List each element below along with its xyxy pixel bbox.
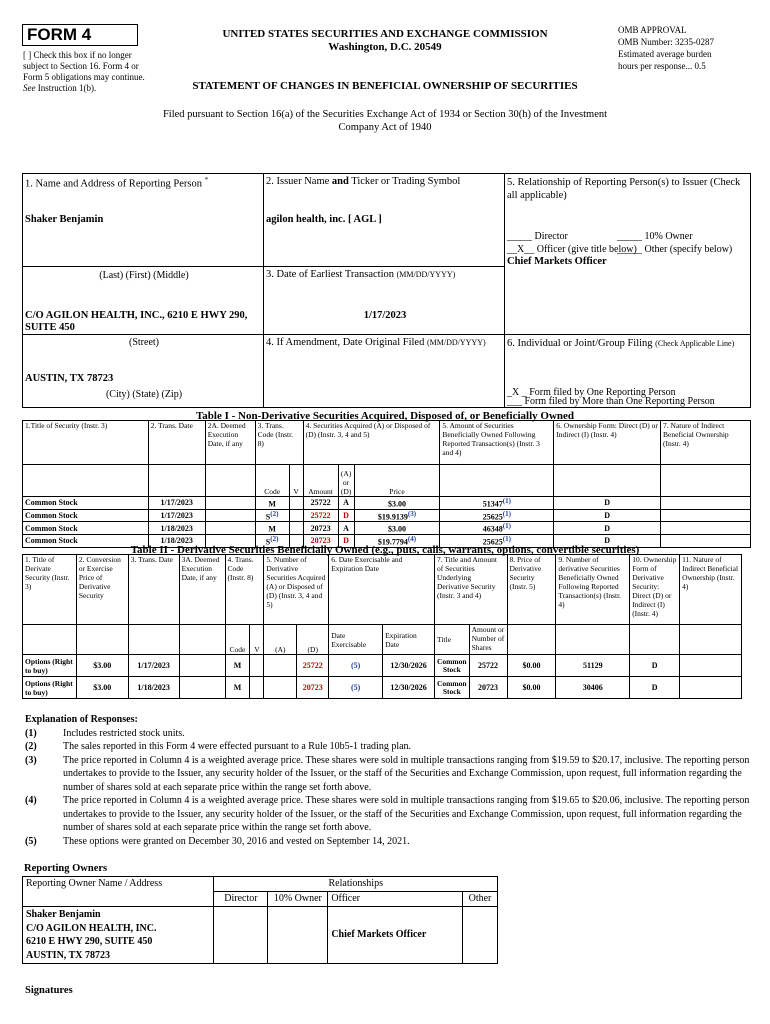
owners-h-name: Reporting Owner Name / Address: [23, 877, 214, 907]
explanation-note: (4) The price reported in Column 4 is a weighted average price. These shares were sold in multiple transactions ranging from $19.65 to $20.06, inclusive. The reporting person undertakes to provide to the Issuer, any security holder of the Issuer, or the staff of the Securities and Exchange Commission, upon request, full information regarding the number of shares sold at each separate price within the range set forth above.: [25, 795, 750, 833]
box3-label: 3. Date of Earliest Transaction (MM/DD/YYYY): [266, 269, 456, 280]
owners-officer: Chief Markets Officer: [328, 907, 463, 964]
t2-disposed: 25722: [297, 655, 329, 677]
rel-owner: _____ 10% Owner: [617, 231, 693, 242]
t2-h6: 6. Date Exercisable and Expiration Date: [329, 555, 435, 625]
box1-label: 1. Name and Address of Reporting Person *: [25, 176, 209, 190]
owners-h-other: Other: [462, 892, 497, 907]
t2-sub-a: (A): [264, 625, 297, 655]
filing-more: ___ Form filed by More than One Reporting Person: [507, 396, 715, 407]
omb-approval: OMB APPROVAL OMB Number: 3235-0287 Estimated average burden hours per response... 0.5: [618, 25, 714, 71]
t1-title: Common Stock: [23, 509, 149, 522]
t2-dprice: $0.00: [507, 677, 556, 699]
t1-aord: A: [338, 522, 354, 535]
t1-form: D: [554, 497, 661, 510]
t1-h5: 5. Amount of Securities Beneficially Owned Following Reported Transaction(s) (Instr. 3 and 4): [440, 421, 554, 465]
statement-title: STATEMENT OF CHANGES IN BENEFICIAL OWNERSHIP OF SECURITIES: [192, 80, 578, 92]
owners-h-rel: Relationships: [214, 877, 498, 892]
explanation-note: (3) The price reported in Column 4 is a weighted average price. These shares were sold in multiple transactions ranging from $19.59 to $20.17, inclusive. The reporting person undertakes to provide to the Issuer, any security holder of the Issuer, or the staff of the Securities and Exchange Commission, upon request, full information regarding the number of shares sold at each separate price within the range set forth above.: [25, 754, 750, 793]
t1-date: 1/18/2023: [148, 522, 205, 535]
table1: [22, 420, 751, 548]
t1-sub-v: V: [289, 465, 303, 497]
officer-title: Chief Markets Officer: [507, 256, 607, 267]
t2-sub-exp: Expiration Date: [383, 625, 435, 655]
explanation-note: (5) These options were granted on December 30, 2016 and vested on September 14, 2021.: [25, 835, 410, 847]
explanation-section: [25, 713, 750, 848]
t1-form: D: [554, 534, 661, 547]
form-label: FORM 4: [22, 24, 138, 46]
table2-title: Table II - Derivative Securities Beneficially Owned (e.g., puts, calls, warrants, options, convertible securities): [130, 544, 640, 556]
owners-table: [22, 876, 498, 964]
reporting-person-grid: [22, 173, 751, 408]
t1-date: 1/17/2023: [148, 497, 205, 510]
t1-sub-code: Code: [255, 465, 289, 497]
t1-amount: 20723: [303, 534, 338, 547]
t1-owned: 25625$^{(1)}$: [440, 509, 554, 522]
rel-director: _____ Director: [507, 231, 568, 242]
signatures-title: Signatures: [25, 985, 73, 996]
t1-title: Common Stock: [23, 534, 149, 547]
t1-sub-amount: Amount: [303, 465, 338, 497]
t2-price: $3.00: [76, 677, 128, 699]
explanation-title: Explanation of Responses:: [25, 714, 138, 725]
table1-title: Table I - Non-Derivative Securities Acquired, Disposed of, or Beneficially Owned: [195, 410, 575, 422]
t2-exer: (5): [329, 655, 383, 677]
filing-one: _X _ Form filed by One Reporting Person: [507, 387, 676, 398]
t1-price: $3.00: [354, 497, 440, 510]
t1-h6: 6. Ownership Form: Direct (D) or Indirect (I) (Instr. 4): [554, 421, 661, 465]
table-row: [23, 522, 751, 535]
table-row: [23, 497, 751, 510]
t1-date: 1/17/2023: [148, 509, 205, 522]
t2-form: D: [630, 677, 680, 699]
street-sub-label: (Street): [129, 337, 159, 348]
name-sub-label: (Last) (First) (Middle): [99, 270, 189, 281]
t2-form: D: [630, 655, 680, 677]
t2-code: M: [225, 655, 250, 677]
t2-sub-v: V: [250, 625, 264, 655]
t2-sub-exer: Date Exercisable: [329, 625, 383, 655]
city-sub-label: (City) (State) (Zip): [105, 389, 183, 400]
t2-disposed: 20723: [297, 677, 329, 699]
t2-h5: 5. Number of Derivative Securities Acquired (A) or Disposed of (D) (Instr. 3, 4 and 5): [264, 555, 329, 625]
t2-title: Options (Right to buy): [23, 655, 77, 677]
t1-title: Common Stock: [23, 522, 149, 535]
check-box-text: [ ] Check this box if no longer subject to Section 16. Form 4 or Form 5 obligations may continue. See Instruction 1(b).: [23, 50, 145, 93]
t2-exp: 12/30/2026: [383, 655, 435, 677]
owners-h-owner: 10% Owner: [268, 892, 328, 907]
t2-owned: 30406: [556, 677, 630, 699]
owners-title: Reporting Owners: [24, 863, 108, 874]
t1-code: M: [255, 522, 289, 535]
t2-sub-d: (D): [297, 625, 329, 655]
owners-h-officer: Officer: [328, 892, 463, 907]
table-row: [23, 677, 742, 699]
t1-sub-aord: (A) or (D): [338, 465, 354, 497]
t1-code: M: [255, 497, 289, 510]
t2-h11: 11. Nature of Indirect Beneficial Ownership (Instr. 4): [680, 555, 742, 625]
t1-h3: 3. Trans. Code (Instr. 8): [255, 421, 303, 465]
t2-h8: 8. Price of Derivative Security (Instr. 5): [507, 555, 556, 625]
box4-label: 4. If Amendment, Date Original Filed (MM/DD/YYYY): [266, 337, 486, 348]
t2-price: $3.00: [76, 655, 128, 677]
t1-sub-price: Price: [354, 465, 440, 497]
box5-label: 5. Relationship of Reporting Person(s) to Issuer (Check all applicable): [507, 177, 741, 201]
t1-date: 1/18/2023: [148, 534, 205, 547]
filed-pursuant-text: Filed pursuant to Section 16(a) of the Securities Exchange Act of 1934 or Section 30(h) of the Investment Company Act of 1940: [162, 109, 608, 133]
rel-other: _____ Other (specify below): [617, 244, 733, 255]
owners-name-address: Shaker Benjamin C/O AGILON HEALTH, INC. 6210 E HWY 290, SUITE 450 AUSTIN, TX 78723: [23, 907, 214, 964]
reporter-city: AUSTIN, TX 78723: [25, 373, 114, 384]
t2-code: M: [225, 677, 250, 699]
t2-h7: 7. Title and Amount of Securities Underlying Derivative Security (Instr. 3 and 4): [435, 555, 508, 625]
t2-title: Options (Right to buy): [23, 677, 77, 699]
t2-date: 1/18/2023: [128, 677, 179, 699]
t1-price: $3.00: [354, 522, 440, 535]
t2-date: 1/17/2023: [128, 655, 179, 677]
t1-h4: 4. Securities Acquired (A) or Disposed of (D) (Instr. 3, 4 and 5): [303, 421, 440, 465]
t2-h9: 9. Number of derivative Securities Beneficially Owned Following Reported Transaction(s) (Instr. 4): [556, 555, 630, 625]
t1-h7: 7. Nature of Indirect Beneficial Ownership (Instr. 4): [661, 421, 751, 465]
t2-h1: 1. Title of Derivate Security (Instr. 3): [23, 555, 77, 625]
t2-utitle: Common Stock: [435, 677, 470, 699]
t2-shares: 20723: [469, 677, 507, 699]
t1-form: D: [554, 522, 661, 535]
t2-h3a: 3A. Deemed Execution Date, if any: [179, 555, 225, 625]
box2-label: 2. Issuer Name and Ticker or Trading Symbol: [266, 176, 461, 187]
t1-amount: 25722: [303, 497, 338, 510]
t2-h2: 2. Conversion or Exercise Price of Derivative Security: [76, 555, 128, 625]
explanation-note: (2) The sales reported in this Form 4 were effected pursuant to a Rule 10b5-1 trading plan.: [25, 741, 412, 752]
t1-price: $19.7794$^{(4)}$: [354, 534, 440, 547]
agency-title: UNITED STATES SECURITIES AND EXCHANGE COMMISSION Washington, D.C. 20549: [222, 28, 548, 53]
t1-h1: 1.Title of Security (Instr. 3): [23, 421, 149, 465]
t1-amount: 25722: [303, 509, 338, 522]
t1-aord: D: [338, 509, 354, 522]
issuer-name: agilon health, inc. [ AGL ]: [266, 214, 382, 225]
t2-utitle: Common Stock: [435, 655, 470, 677]
t2-sub-amount: Amount or Number of Shares: [469, 625, 507, 655]
rel-officer: __X__ Officer (give title below): [507, 244, 637, 255]
earliest-date: 1/17/2023: [363, 310, 407, 321]
t1-owned: 51347$^{(1)}$: [440, 497, 554, 510]
table-row: [23, 509, 751, 522]
t2-h4: 4. Trans. Code (Instr. 8): [225, 555, 264, 625]
reporter-address: C/O AGILON HEALTH, INC., 6210 E HWY 290, SUITE 450: [25, 310, 248, 333]
t1-owned: 25625$^{(1)}$: [440, 534, 554, 547]
t2-shares: 25722: [469, 655, 507, 677]
t1-price: $19.9139$^{(3)}$: [354, 509, 440, 522]
t1-form: D: [554, 509, 661, 522]
t1-aord: A: [338, 497, 354, 510]
t2-exer: (5): [329, 677, 383, 699]
table-row: [23, 655, 742, 677]
owners-h-director: Director: [214, 892, 268, 907]
explanation-note: (1) Includes restricted stock units.: [25, 727, 185, 739]
reporter-name: Shaker Benjamin: [25, 214, 104, 225]
t1-code: $S^{(2)}$: [255, 534, 289, 547]
t1-h2a: 2A. Deemed Execution Date, if any: [205, 421, 255, 465]
table2: [22, 554, 742, 699]
t2-h3: 3. Trans. Date: [128, 555, 179, 625]
t2-sub-title: Title: [435, 625, 470, 655]
t1-code: $S^{(2)}$: [255, 509, 289, 522]
t1-aord: D: [338, 534, 354, 547]
t2-sub-code: Code: [225, 625, 250, 655]
t1-owned: 46348$^{(1)}$: [440, 522, 554, 535]
t1-title: Common Stock: [23, 497, 149, 510]
t2-owned: 51129: [556, 655, 630, 677]
box6-label: 6. Individual or Joint/Group Filing (Check Applicable Line): [507, 338, 735, 349]
t2-h10: 10. Ownership Form of Derivative Security: Direct (D) or Indirect (I) (Instr. 4): [630, 555, 680, 625]
t1-amount: 20723: [303, 522, 338, 535]
t2-dprice: $0.00: [507, 655, 556, 677]
t1-h2: 2. Trans. Date: [148, 421, 205, 465]
t2-exp: 12/30/2026: [383, 677, 435, 699]
